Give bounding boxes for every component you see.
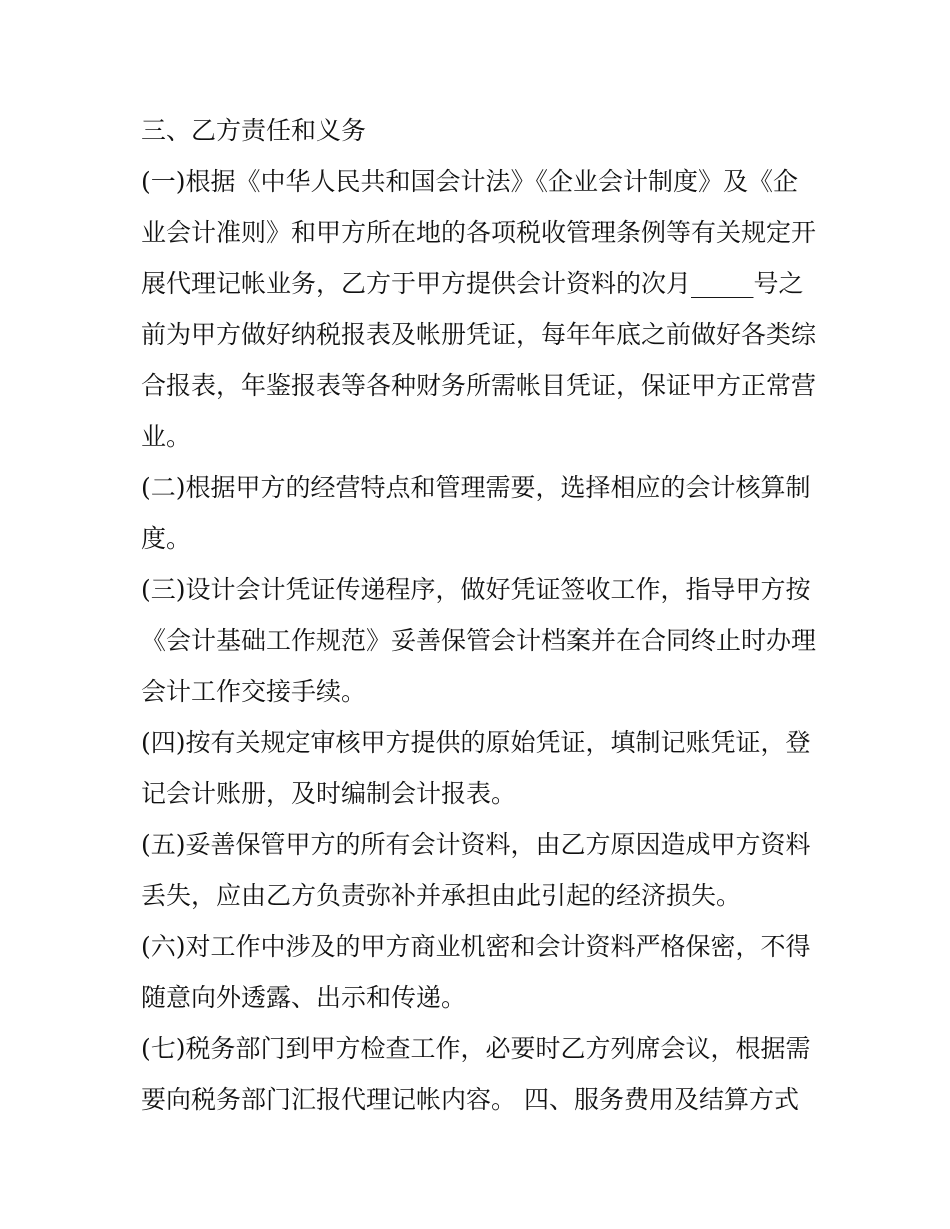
clause-1-line-1: (一)根据《中华人民共和国会计法》《企业会计制度》及《企 [141,167,799,196]
clause-3-line-1: (三)设计会计凭证传递程序，做好凭证签收工作，指导甲方按 [141,575,811,604]
clause-1-line-2: 业会计准则》和甲方所在地的各项税收管理条例等有关规定开 [141,218,817,247]
clause-6-line-2: 随意向外透露、出示和传递。 [141,983,467,1012]
clause-1-line-3: 展代理记帐业务，乙方于甲方提供会计资料的次月_____号之 [141,269,804,298]
clause-3-line-3: 会计工作交接手续。 [141,677,367,706]
section-heading: 三、乙方责任和义务 [141,116,367,145]
clause-2-line-1: (二)根据甲方的经营特点和管理需要，选择相应的会计核算制 [141,473,811,502]
clause-6-line-1: (六)对工作中涉及的甲方商业机密和会计资料严格保密，不得 [141,932,811,961]
clause-1-line-6: 业。 [141,422,192,451]
clause-2-line-2: 度。 [141,524,192,553]
clause-7-line-1: (七)税务部门到甲方检查工作，必要时乙方列席会议，根据需 [141,1034,811,1063]
clause-1-line-4: 前为甲方做好纳税报表及帐册凭证，每年年底之前做好各类综 [141,320,817,349]
document-body [141,105,817,1125]
clause-4-line-2: 记会计账册，及时编制会计报表。 [141,779,517,808]
clause-5-line-1: (五)妥善保管甲方的所有会计资料，由乙方原因造成甲方资料 [141,830,811,859]
clause-4-line-1: (四)按有关规定审核甲方提供的原始凭证，填制记账凭证，登 [141,728,811,757]
clause-1-line-5: 合报表，年鉴报表等各种财务所需帐目凭证，保证甲方正常营 [141,371,817,400]
clause-7-line-2: 要向税务部门汇报代理记帐内容。 四、服务费用及结算方式 [141,1085,799,1114]
clause-5-line-2: 丢失，应由乙方负责弥补并承担由此引起的经济损失。 [141,881,742,910]
clause-3-line-2: 《会计基础工作规范》妥善保管会计档案并在合同终止时办理 [141,626,817,655]
